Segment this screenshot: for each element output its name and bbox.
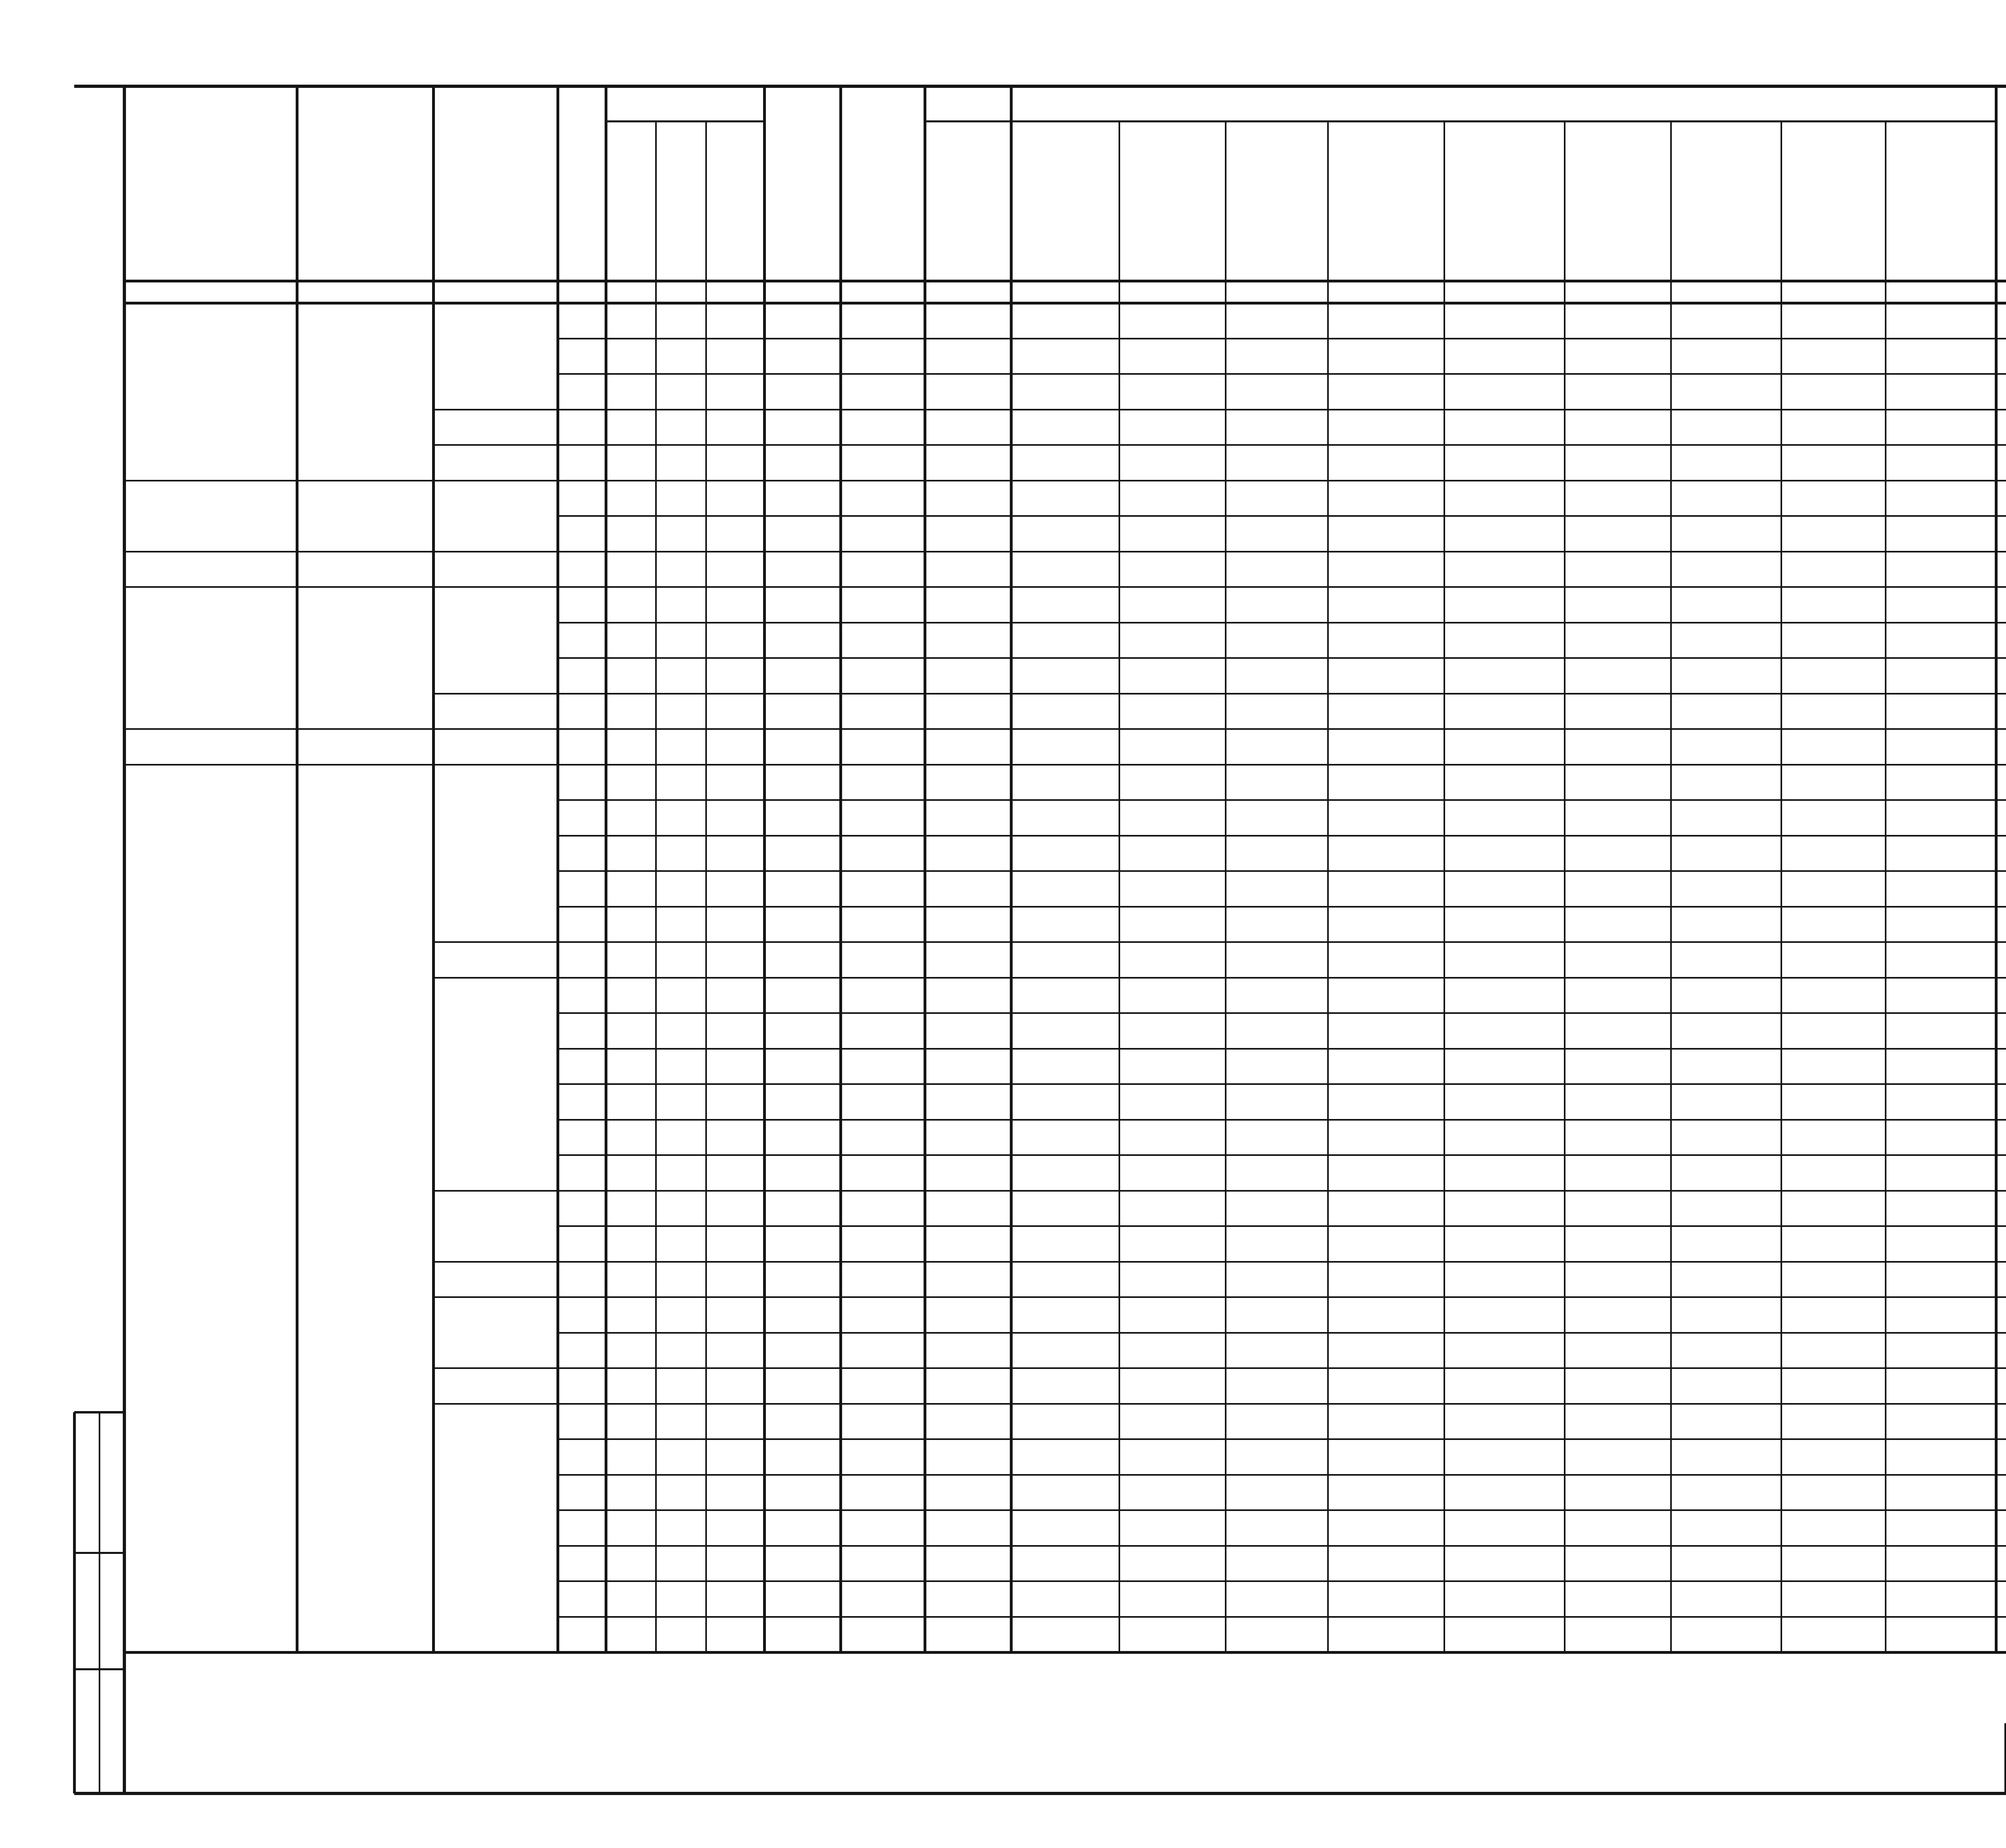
row-number-cell (565, 1404, 603, 1440)
column-number (1886, 281, 1996, 303)
row-number-cell (565, 552, 603, 587)
column-number (1011, 281, 1119, 303)
profile-size-cell (441, 339, 555, 374)
mass-value-cell (1018, 1226, 1117, 1262)
row-number-cell (565, 1262, 603, 1298)
mass-value-cell (1335, 1013, 1442, 1049)
row-number-cell (565, 1013, 603, 1049)
mass-value-cell (1893, 729, 1994, 765)
mass-value-cell (1893, 623, 1994, 658)
mass-value-cell (1452, 303, 1562, 339)
mass-value-cell (1893, 1475, 1994, 1511)
column-number (656, 281, 706, 303)
mass-value-cell (1233, 1049, 1326, 1084)
column-number (124, 281, 297, 303)
column-line-12 (1225, 121, 1226, 1652)
profile-size-cell (441, 587, 555, 623)
row-number-cell (565, 445, 603, 481)
mass-value-cell (1893, 1368, 1994, 1404)
mass-value-cell (1893, 871, 1994, 907)
mass-value-cell (1678, 1368, 1779, 1404)
row-number-cell (565, 1510, 603, 1546)
row-line (433, 693, 2006, 695)
row-line (558, 1616, 2006, 1618)
column-line-18 (1885, 121, 1886, 1652)
row-line (558, 1545, 2006, 1547)
profile-size-cell (441, 1049, 555, 1084)
stamp-inner-line (99, 1412, 100, 1793)
row-line (558, 1119, 2006, 1121)
row-number-cell (565, 1049, 603, 1084)
profile-size-cell (441, 836, 555, 871)
mass-group-line (925, 120, 1996, 122)
profile-size-cell (441, 623, 555, 658)
row-line (124, 728, 2006, 730)
row-number-cell (565, 587, 603, 623)
row-number-cell (565, 1333, 603, 1369)
profile-size-cell (441, 1191, 555, 1227)
profile-size-cell (441, 1013, 555, 1049)
column-line-11 (1119, 121, 1120, 1652)
mass-value-cell (1335, 1084, 1442, 1120)
frame-left-strip (73, 1412, 76, 1793)
mass-value-cell (1452, 339, 1562, 374)
row-number-cell (565, 1617, 603, 1653)
mass-value-cell (1893, 303, 1994, 339)
mass-value-cell (1018, 942, 1117, 978)
column-number (1328, 281, 1444, 303)
mass-value-cell (1335, 1155, 1442, 1191)
mass-value-cell (1678, 871, 1779, 907)
row-line (124, 551, 2006, 552)
row-number-cell (565, 1191, 603, 1227)
column-number (297, 281, 433, 303)
mass-value-cell (1893, 765, 1994, 800)
row-number-cell (565, 410, 603, 445)
row-number-cell (565, 1439, 603, 1475)
mass-value-cell (1452, 1262, 1562, 1298)
row-number-cell (565, 303, 603, 339)
mass-value-cell (1893, 1049, 1994, 1084)
mass-value-cell (1678, 1262, 1779, 1298)
row-number-cell (565, 339, 603, 374)
mass-value-cell (1893, 978, 1994, 1013)
mass-value-cell (1233, 1262, 1326, 1298)
mass-value-cell (1893, 658, 1994, 694)
mass-value-cell (1233, 1226, 1326, 1262)
mass-value-cell (1678, 800, 1779, 836)
row-number-cell (565, 800, 603, 836)
mass-value-cell (1678, 1049, 1779, 1084)
mass-value-cell (1893, 1262, 1994, 1298)
mass-value-cell (1893, 694, 1994, 729)
column-line-1 (296, 86, 298, 1652)
column-number (1444, 281, 1565, 303)
profile-size-cell (441, 1155, 555, 1191)
profile-size-cell (441, 1226, 555, 1262)
mass-value-cell (1893, 516, 1994, 552)
row-number-cell (565, 516, 603, 552)
column-line-8 (839, 86, 842, 1652)
column-line-9 (924, 86, 926, 1652)
mass-value-cell (932, 1404, 1009, 1440)
profile-size-cell (441, 1120, 555, 1156)
mass-value-cell (1335, 800, 1442, 836)
row-number-cell (565, 942, 603, 978)
row-number-cell (565, 765, 603, 800)
mass-value-cell (1572, 942, 1669, 978)
mass-value-cell (1893, 800, 1994, 836)
profile-size-cell (441, 1297, 555, 1333)
mass-value-cell (932, 1439, 1009, 1475)
mass-value-cell (1572, 871, 1669, 907)
frame-left (123, 86, 126, 1793)
code-group-line (606, 120, 764, 122)
mass-value-cell (1335, 729, 1442, 765)
row-number-cell (565, 1155, 603, 1191)
row-number-cell (565, 658, 603, 694)
mass-value-cell (1335, 942, 1442, 978)
row-line (558, 1509, 2006, 1511)
column-number (1565, 281, 1671, 303)
column-line-14 (1444, 121, 1445, 1652)
mass-value-cell (932, 1262, 1009, 1298)
row-number-cell (565, 1368, 603, 1404)
row-number-cell (565, 907, 603, 942)
row-number-cell (565, 374, 603, 410)
column-line-10 (1010, 86, 1013, 1652)
mass-value-cell (1452, 445, 1562, 481)
row-number-cell (565, 1297, 603, 1333)
mass-value-cell (1452, 623, 1562, 658)
mass-value-cell (1335, 978, 1442, 1013)
row-number-cell (565, 978, 603, 1013)
mass-value-cell (1893, 942, 1994, 978)
mass-value-cell (1789, 942, 1883, 978)
frame-bottom (74, 1792, 2006, 1795)
column-number (558, 281, 606, 303)
column-number (925, 281, 1011, 303)
mass-value-cell (932, 1013, 1009, 1049)
mass-value-cell (1335, 1262, 1442, 1298)
mass-value-cell (1893, 1155, 1994, 1191)
mass-value-cell (1893, 1439, 1994, 1475)
column-number (1996, 281, 2006, 303)
mass-value-cell (1233, 516, 1326, 552)
mass-value-cell (1678, 765, 1779, 800)
mass-value-cell (1018, 1013, 1117, 1049)
mass-value-cell (1789, 907, 1883, 942)
row-line (558, 657, 2006, 659)
mass-value-cell (1018, 1084, 1117, 1120)
mass-value-cell (1893, 1120, 1994, 1156)
mass-value-cell (1893, 1013, 1994, 1049)
row-line (558, 1474, 2006, 1476)
mass-value-cell (1452, 374, 1562, 410)
row-line (124, 1651, 2006, 1654)
mass-value-cell (1233, 1191, 1326, 1227)
row-line (558, 338, 2006, 339)
row-number-cell (565, 1475, 603, 1511)
frame-top (74, 85, 2006, 88)
column-number (1119, 281, 1226, 303)
mass-value-cell (1789, 871, 1883, 907)
column-line-5 (655, 121, 657, 1652)
column-number (764, 281, 841, 303)
mass-value-cell (932, 1475, 1009, 1511)
column-number (1226, 281, 1328, 303)
profile-size-cell (441, 1333, 555, 1369)
mass-value-cell (1335, 694, 1442, 729)
mass-value-cell (1452, 587, 1562, 623)
mass-value-cell (1335, 658, 1442, 694)
mass-value-cell (1893, 410, 1994, 445)
profile-size-cell (441, 978, 555, 1013)
column-line-6 (705, 121, 707, 1652)
profile-size-cell (441, 907, 555, 942)
mass-value-cell (1893, 1191, 1994, 1227)
mass-value-cell (1678, 1013, 1779, 1049)
mass-value-cell (932, 871, 1009, 907)
profile-size-cell (441, 1084, 555, 1120)
mass-value-cell (932, 978, 1009, 1013)
row-line (124, 480, 2006, 481)
column-line-3 (556, 86, 559, 1652)
row-line (558, 622, 2006, 623)
mass-value-cell (1893, 907, 1994, 942)
profile-size-cell (441, 1404, 555, 1440)
row-number-cell (565, 1226, 603, 1262)
row-number-cell (565, 694, 603, 729)
mass-value-cell (1893, 339, 1994, 374)
column-line-13 (1327, 121, 1329, 1652)
column-line-4 (605, 86, 607, 1652)
mass-value-cell (1233, 552, 1326, 587)
row-line (558, 373, 2006, 375)
column-line-2 (432, 86, 435, 1652)
row-line (558, 799, 2006, 801)
mass-value-cell (932, 942, 1009, 978)
row-number-cell (565, 1120, 603, 1156)
column-line-16 (1670, 121, 1672, 1652)
profile-size-cell (441, 1510, 555, 1546)
row-line (124, 586, 2006, 588)
mass-value-cell (1893, 374, 1994, 410)
column-number (1781, 281, 1886, 303)
mass-value-cell (1893, 587, 1994, 623)
mass-value-cell (1893, 552, 1994, 587)
profile-size-cell (441, 871, 555, 907)
mass-value-cell (1018, 1297, 1117, 1333)
profile-size-cell (441, 374, 555, 410)
row-number-cell (565, 836, 603, 871)
row-number-cell (565, 871, 603, 907)
mass-value-cell (1893, 481, 1994, 516)
mass-value-cell (932, 1617, 1009, 1653)
mass-value-cell (1452, 1013, 1562, 1049)
row-line (433, 444, 2006, 446)
row-line (558, 1012, 2006, 1014)
column-line-15 (1564, 121, 1565, 1652)
mass-value-cell (1452, 694, 1562, 729)
mass-value-cell (1233, 481, 1326, 516)
mass-value-cell (1018, 1262, 1117, 1298)
column-number (1671, 281, 1781, 303)
row-number-cell (565, 623, 603, 658)
column-number (841, 281, 925, 303)
mass-value-cell (1893, 445, 1994, 481)
mass-value-cell (1893, 1333, 1994, 1369)
profile-size-cell (441, 765, 555, 800)
column-line-17 (1781, 121, 1782, 1652)
row-line (433, 1190, 2006, 1192)
profile-size-cell (441, 1475, 555, 1511)
mass-value-cell (1678, 942, 1779, 978)
mass-value-cell (932, 836, 1009, 871)
mass-value-cell (1893, 1226, 1994, 1262)
column-number (433, 281, 558, 303)
profile-size-cell (441, 800, 555, 836)
mass-value-cell (1018, 1120, 1117, 1156)
row-number-cell (565, 1084, 603, 1120)
mass-value-cell (1893, 1404, 1994, 1440)
row-line (558, 835, 2006, 837)
column-number (706, 281, 764, 303)
row-line (433, 409, 2006, 410)
mass-value-cell (1893, 1084, 1994, 1120)
row-line (558, 1580, 2006, 1582)
row-line (558, 1154, 2006, 1156)
row-number-cell (565, 729, 603, 765)
profile-size-cell (441, 658, 555, 694)
row-number-cell (565, 481, 603, 516)
profile-size-cell (441, 1439, 555, 1475)
profile-size-cell (441, 303, 555, 339)
row-line (558, 1332, 2006, 1334)
mass-value-cell (1452, 410, 1562, 445)
column-line-19 (1995, 86, 1998, 1652)
column-number (606, 281, 656, 303)
mass-value-cell (1018, 836, 1117, 871)
mass-value-cell (1233, 942, 1326, 978)
row-line (558, 1438, 2006, 1440)
profile-size-cell (441, 481, 555, 516)
mass-value-cell (932, 800, 1009, 836)
mass-value-cell (932, 1049, 1009, 1084)
mass-value-cell (1018, 1368, 1117, 1404)
mass-value-cell (1678, 1333, 1779, 1369)
mass-value-cell (1893, 836, 1994, 871)
mass-value-cell (1893, 1297, 1994, 1333)
mass-value-cell (1335, 1226, 1442, 1262)
mass-value-cell (1233, 871, 1326, 907)
title-block-left (2004, 1723, 2006, 1793)
mass-value-cell (1452, 729, 1562, 765)
column-line-7 (763, 86, 766, 1652)
